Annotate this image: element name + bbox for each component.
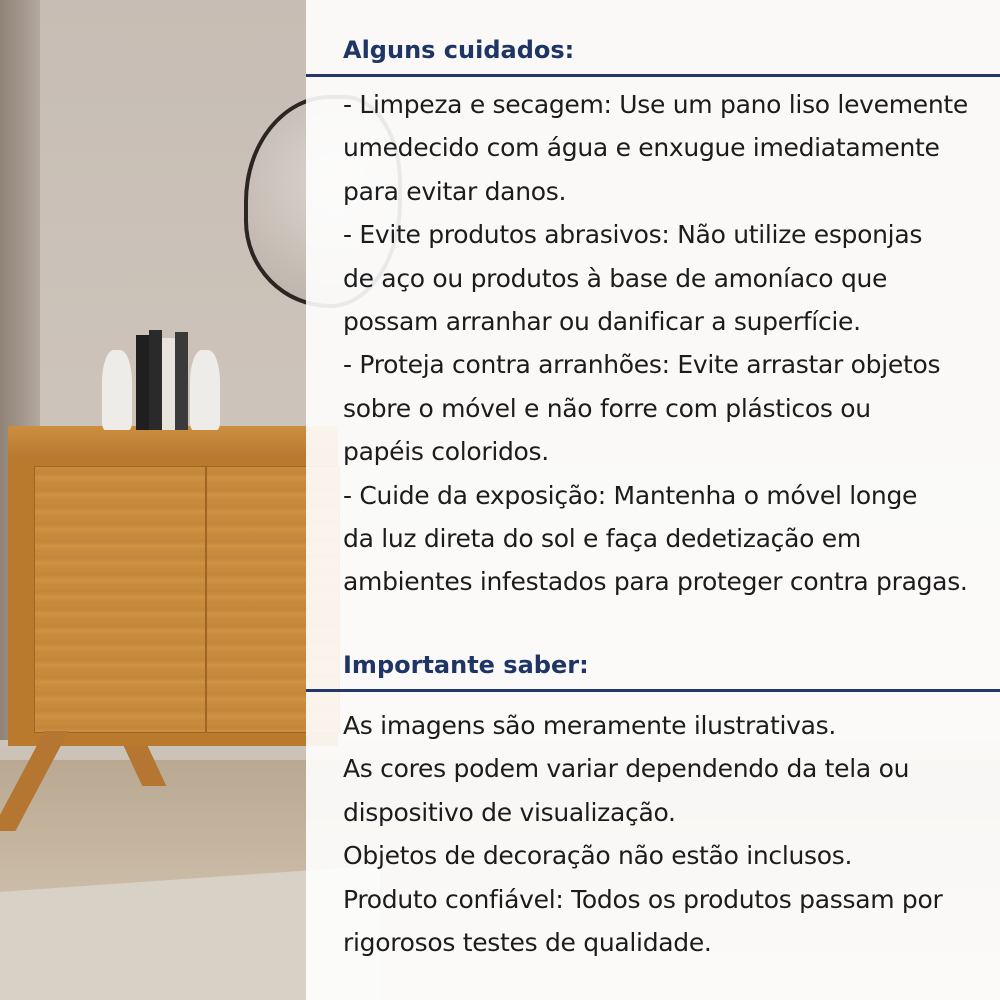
section1-line: da luz direta do sol e faça dedetização em: [343, 524, 861, 553]
section2-line: As imagens são meramente ilustrativas.: [343, 711, 836, 740]
sideboard-door-left: [34, 466, 206, 733]
dog-statue-left: [102, 350, 132, 430]
section2-line: Objetos de decoração não estão inclusos.: [343, 841, 853, 871]
book: [136, 335, 149, 430]
section1-line: sobre o móvel e não forre com plásticos ou: [343, 393, 871, 423]
wooden-sideboard: [8, 426, 338, 771]
section1-divider: [306, 74, 1000, 77]
dog-statue-right: [190, 350, 220, 430]
section2-line: dispositivo de visualização.: [343, 797, 676, 827]
section2-divider: [306, 689, 1000, 692]
section2-title: Importante saber:: [343, 651, 589, 679]
section1-line: - Limpeza e secagem: Use um pano liso levemente: [343, 90, 968, 119]
section1-line: para evitar danos.: [343, 176, 567, 206]
decor-books-bookends: [128, 320, 218, 430]
section1-line: ambientes infestados para proteger contra pragas.: [343, 567, 968, 597]
section1-line: papéis coloridos.: [343, 437, 549, 467]
section2-line: As cores podem variar dependendo da tela ou: [343, 754, 910, 784]
section2-line: Produto confiável: Todos os produtos passam por: [343, 884, 943, 914]
section1-line: - Proteja contra arranhões: Evite arrastar objetos: [343, 350, 941, 380]
sideboard-top: [8, 426, 338, 456]
book: [149, 330, 162, 430]
section1-line: possam arranhar ou danificar a superfície.: [343, 307, 861, 336]
section1-line: - Evite produtos abrasivos: Não utilize esponjas: [343, 220, 923, 250]
section2-line: rigorosos testes de qualidade.: [343, 928, 712, 957]
section1-line: umedecido com água e enxugue imediatamente: [343, 133, 940, 163]
book: [162, 338, 175, 430]
section1-line: de aço ou produtos à base de amoníaco que: [343, 263, 888, 293]
section1-line: - Cuide da exposição: Mantenha o móvel longe: [343, 480, 918, 510]
book: [175, 332, 188, 430]
section1-title: Alguns cuidados:: [343, 36, 575, 64]
